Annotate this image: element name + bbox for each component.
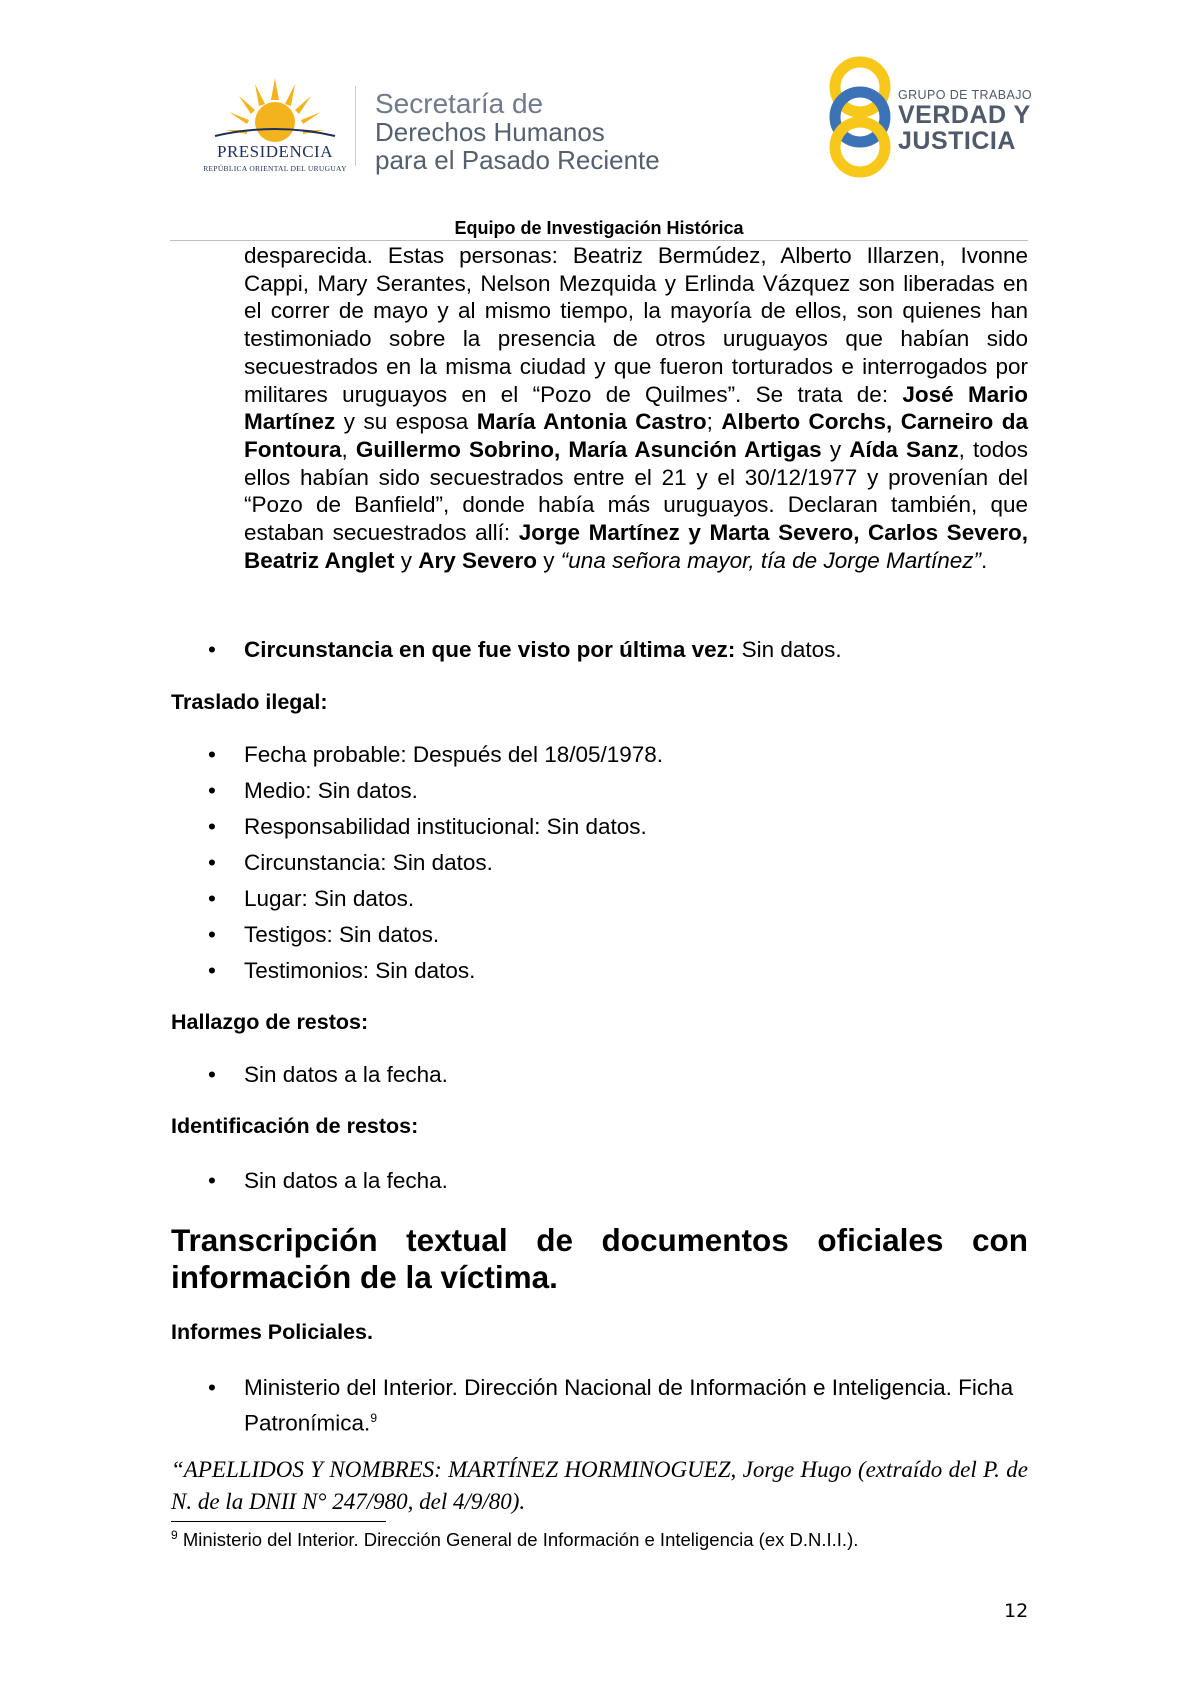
interlocked-rings-icon	[820, 55, 900, 180]
verdad-justicia-logo	[820, 55, 900, 180]
quote-senora-mayor: “una señora mayor, tía de Jorge Martínez”	[560, 547, 982, 573]
bullet-icon: •	[208, 922, 216, 947]
footnote-ref[interactable]: 9	[370, 1411, 377, 1425]
para-text-7: y	[394, 547, 419, 573]
heading-informes: Informes Policiales.	[171, 1320, 373, 1344]
circunstancia-label: Circunstancia en que fue visto por última vez:	[244, 637, 736, 662]
list-item	[208, 741, 1028, 769]
sun-emblem-icon	[195, 78, 355, 146]
list-item	[208, 849, 1028, 877]
bullet-icon: •	[208, 850, 216, 875]
name-ary-severo: Ary Severo	[418, 547, 538, 573]
para-text-8: y	[537, 547, 561, 573]
header-rule	[170, 240, 1028, 241]
heading-traslado: Traslado ilegal:	[171, 690, 328, 714]
list-item-text: Sin datos a la fecha.	[244, 1062, 448, 1087]
bullet-icon: •	[208, 958, 216, 983]
para-text-5: y	[821, 436, 850, 462]
bullet-icon: •	[208, 886, 216, 911]
list-item	[208, 1061, 1028, 1089]
list-item-text: Testigos: Sin datos.	[244, 922, 440, 947]
page-number: 12	[1004, 1600, 1029, 1622]
list-item-text: Medio: Sin datos.	[244, 778, 418, 803]
grupo-label: GRUPO DE TRABAJO	[898, 88, 1032, 102]
bullet-icon: •	[208, 1062, 216, 1087]
secretaria-line-2: Derechos Humanos	[375, 117, 605, 147]
heading-identificacion: Identificación de restos:	[171, 1114, 419, 1138]
para-text-1: desparecida. Estas personas: Beatriz Bermúdez, Alberto Illarzen, Ivonne Cappi, Mary Serantes, Nelson Mezquida y Erlinda Vázquez son liberadas en el correr de mayo y al mismo tiempo, la mayoría de ellos, son quienes han testimoniado sobre la presencia de otros uruguayos que habían sido secuestrados en la misma ciudad y que fueron torturados e interrogados por militares uruguayos en el “Pozo de Quilmes”. Se trata de:	[244, 243, 1028, 407]
bullet-icon: •	[208, 742, 216, 767]
circunstancia-value: Sin datos.	[735, 637, 842, 662]
para-text-4: ,	[341, 436, 356, 462]
bullet-icon: •	[208, 1168, 216, 1193]
secretaria-line-1: Secretaría de	[375, 88, 544, 119]
section-title: Transcripción textual de documentos oficiales con información de la víctima.	[171, 1222, 1028, 1295]
bullet-icon: •	[208, 637, 216, 662]
para-text-3: ;	[706, 409, 722, 435]
bullet-icon: •	[208, 778, 216, 803]
heading-hallazgo: Hallazgo de restos:	[171, 1010, 369, 1034]
quoted-document: “APELLIDOS Y NOMBRES: MARTÍNEZ HORMINOGUEZ, Jorge Hugo (extraído del P. de N. de la DNII N° 247/980, del 4/9/80).	[171, 1457, 1028, 1514]
list-item	[208, 957, 1028, 985]
list-item	[208, 921, 1028, 949]
presidencia-subtitle: REPÚBLICA ORIENTAL DEL URUGUAY	[203, 164, 347, 173]
list-item-text: Sin datos a la fecha.	[244, 1168, 448, 1193]
list-item	[208, 885, 1028, 913]
list-item-text: Fecha probable: Después del 18/05/1978.	[244, 742, 664, 767]
name-sobrino-artigas: Guillermo Sobrino, María Asunción Artigas	[355, 436, 822, 462]
footnote-text: Ministerio del Interior. Dirección General de Información e Inteligencia (ex D.N.I.I.).	[177, 1529, 859, 1551]
name-corchs-fontoura: Alberto Corchs, Carneiro da Fontoura	[244, 409, 1029, 462]
name-martinez-severo-anglet: Jorge Martínez y Marta Severo, Carlos Severo, Beatriz Anglet	[244, 520, 1028, 573]
footnote-rule	[171, 1521, 386, 1522]
justicia-label: JUSTICIA	[898, 127, 1016, 155]
list-item-text: Responsabilidad institucional: Sin datos.	[244, 814, 647, 839]
name-maria-antonia-castro: María Antonia Castro	[476, 409, 707, 435]
witness-paragraph	[244, 242, 1028, 574]
verdad-label: VERDAD Y	[898, 101, 1031, 129]
para-text-9: .	[981, 547, 988, 573]
list-item-informe	[208, 1372, 1028, 1439]
name-aida-sanz: Aída Sanz	[849, 436, 959, 462]
secretaria-wordmark	[375, 90, 660, 174]
list-item-circunstancia	[208, 636, 1028, 664]
team-name: Equipo de Investigación Histórica	[454, 218, 744, 238]
page-header	[0, 0, 1190, 238]
header-divider	[355, 86, 356, 166]
secretaria-line-3: para el Pasado Reciente	[375, 145, 660, 175]
list-item	[208, 1167, 1028, 1195]
list-item-text: Circunstancia: Sin datos.	[244, 850, 493, 875]
footnote	[171, 1528, 858, 1551]
name-jose-mario-martinez: José Mario Martínez	[244, 381, 1028, 435]
para-text-2: y su esposa	[335, 409, 477, 435]
verdad-justicia-wordmark	[898, 88, 1032, 154]
bullet-icon: •	[208, 814, 216, 839]
list-item	[208, 777, 1028, 805]
list-item	[208, 813, 1028, 841]
informe-text: Ministerio del Interior. Dirección Nacional de Información e Inteligencia. Ficha Patronímica.	[244, 1375, 1014, 1436]
presidencia-logo	[195, 78, 355, 178]
list-item-text: Lugar: Sin datos.	[244, 886, 415, 911]
presidencia-wordmark: PRESIDENCIA	[216, 142, 333, 161]
list-item-text: Testimonios: Sin datos.	[244, 958, 476, 983]
paragraph-text	[244, 242, 1028, 574]
bullet-icon: •	[208, 1375, 216, 1400]
para-text-6: , todos ellos habían sido secuestrados entre el 21 y el 30/12/1977 y provenían del “Pozo de Banfield”, donde había más uruguayos. Declaran también, que estaban secuestrados allí:	[244, 436, 1028, 546]
footnote-number: 9	[171, 1528, 178, 1542]
